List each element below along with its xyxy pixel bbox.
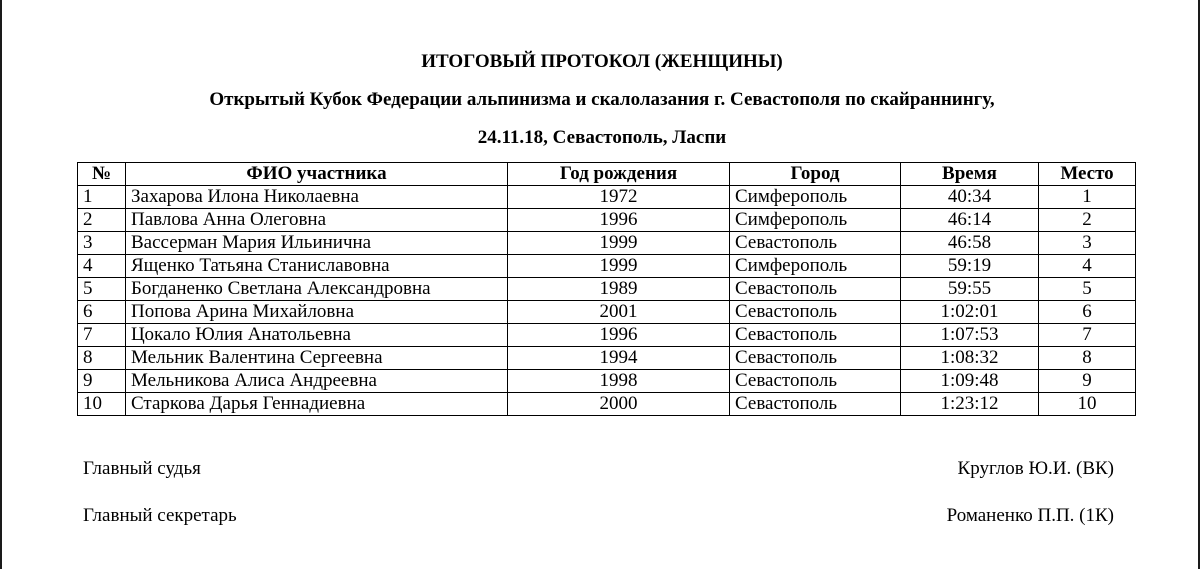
cell-time: 1:09:48 xyxy=(901,370,1039,393)
cell-time: 46:58 xyxy=(901,232,1039,255)
cell-place: 7 xyxy=(1039,324,1136,347)
cell-num: 1 xyxy=(78,186,126,209)
cell-year: 1989 xyxy=(508,278,730,301)
header-city: Город xyxy=(730,163,901,186)
cell-num: 4 xyxy=(78,255,126,278)
document-subtitle: Открытый Кубок Федерации альпинизма и скалолазания г. Севастополя по скайраннингу, xyxy=(209,89,995,110)
cell-name: Мельникова Алиса Андреевна xyxy=(126,370,508,393)
cell-year: 1999 xyxy=(508,232,730,255)
cell-place: 9 xyxy=(1039,370,1136,393)
cell-city: Симферополь xyxy=(730,255,901,278)
header-time: Время xyxy=(901,163,1039,186)
document-date-place: 24.11.18, Севастополь, Ласпи xyxy=(477,127,727,148)
cell-name: Павлова Анна Олеговна xyxy=(126,209,508,232)
cell-year: 2000 xyxy=(508,393,730,416)
cell-place: 5 xyxy=(1039,278,1136,301)
cell-name: Мельник Валентина Сергеевна xyxy=(126,347,508,370)
cell-city: Симферополь xyxy=(730,186,901,209)
cell-place: 4 xyxy=(1039,255,1136,278)
cell-year: 2001 xyxy=(508,301,730,324)
cell-place: 2 xyxy=(1039,209,1136,232)
header-num: № xyxy=(78,163,126,186)
table-row xyxy=(78,324,1136,347)
cell-num: 6 xyxy=(78,301,126,324)
table-row xyxy=(78,347,1136,370)
chief-judge-label: Главный судья xyxy=(83,458,201,479)
chief-secretary-name: Романенко П.П. (1К) xyxy=(946,505,1114,526)
cell-name: Ященко Татьяна Станиславовна xyxy=(126,255,508,278)
chief-secretary-label: Главный секретарь xyxy=(83,505,237,526)
table-row xyxy=(78,232,1136,255)
table-row xyxy=(78,255,1136,278)
cell-num: 9 xyxy=(78,370,126,393)
cell-time: 1:02:01 xyxy=(901,301,1039,324)
cell-city: Севастополь xyxy=(730,370,901,393)
cell-time: 59:55 xyxy=(901,278,1039,301)
cell-name: Цокало Юлия Анатольевна xyxy=(126,324,508,347)
cell-year: 1994 xyxy=(508,347,730,370)
table-row xyxy=(78,393,1136,416)
cell-year: 1972 xyxy=(508,186,730,209)
cell-city: Севастополь xyxy=(730,324,901,347)
cell-num: 7 xyxy=(78,324,126,347)
table-row xyxy=(78,301,1136,324)
cell-name: Богданенко Светлана Александровна xyxy=(126,278,508,301)
cell-city: Севастополь xyxy=(730,301,901,324)
cell-place: 3 xyxy=(1039,232,1136,255)
cell-time: 40:34 xyxy=(901,186,1039,209)
document-title: ИТОГОВЫЙ ПРОТОКОЛ (ЖЕНЩИНЫ) xyxy=(421,51,783,72)
cell-name: Вассерман Мария Ильинична xyxy=(126,232,508,255)
cell-num: 5 xyxy=(78,278,126,301)
header-year: Год рождения xyxy=(508,163,730,186)
table-row xyxy=(78,278,1136,301)
cell-year: 1998 xyxy=(508,370,730,393)
cell-city: Симферополь xyxy=(730,209,901,232)
cell-place: 6 xyxy=(1039,301,1136,324)
cell-time: 46:14 xyxy=(901,209,1039,232)
cell-num: 3 xyxy=(78,232,126,255)
cell-city: Севастополь xyxy=(730,232,901,255)
cell-year: 1996 xyxy=(508,324,730,347)
cell-name: Попова Арина Михайловна xyxy=(126,301,508,324)
cell-year: 1996 xyxy=(508,209,730,232)
table-row xyxy=(78,186,1136,209)
header-place: Место xyxy=(1039,163,1136,186)
cell-city: Севастополь xyxy=(730,347,901,370)
cell-city: Севастополь xyxy=(730,393,901,416)
cell-city: Севастополь xyxy=(730,278,901,301)
table-row xyxy=(78,370,1136,393)
cell-place: 10 xyxy=(1039,393,1136,416)
cell-name: Захарова Илона Николаевна xyxy=(126,186,508,209)
table-row xyxy=(78,209,1136,232)
cell-time: 1:07:53 xyxy=(901,324,1039,347)
cell-num: 8 xyxy=(78,347,126,370)
cell-name: Старкова Дарья Геннадиевна xyxy=(126,393,508,416)
results-table xyxy=(77,162,1136,416)
cell-year: 1999 xyxy=(508,255,730,278)
table-header-row xyxy=(78,163,1136,186)
cell-place: 1 xyxy=(1039,186,1136,209)
cell-place: 8 xyxy=(1039,347,1136,370)
header-name: ФИО участника xyxy=(126,163,508,186)
cell-num: 10 xyxy=(78,393,126,416)
cell-time: 1:08:32 xyxy=(901,347,1039,370)
cell-time: 1:23:12 xyxy=(901,393,1039,416)
cell-time: 59:19 xyxy=(901,255,1039,278)
chief-judge-name: Круглов Ю.И. (ВК) xyxy=(957,458,1114,479)
cell-num: 2 xyxy=(78,209,126,232)
